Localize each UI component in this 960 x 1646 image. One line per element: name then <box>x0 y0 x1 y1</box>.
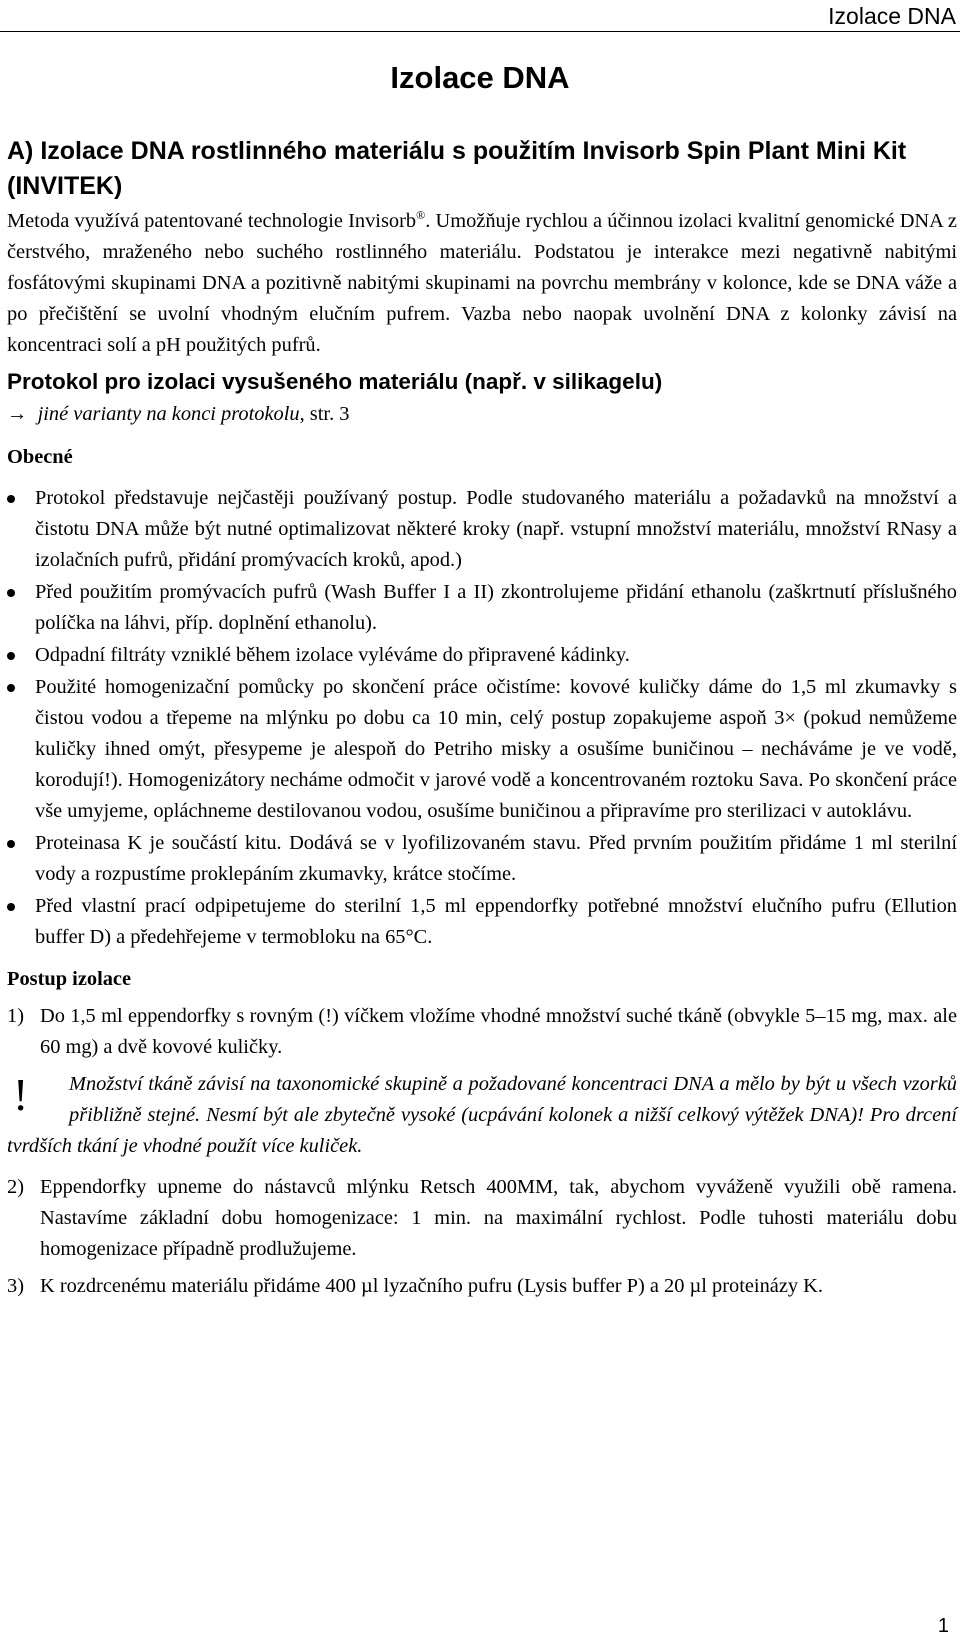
bullet-dot-icon <box>7 840 15 848</box>
procedure-step <box>7 1172 957 1265</box>
step-text: K rozdrcenému materiálu přidáme 400 µl lyzačního pufru (Lysis buffer P) a 20 µl proteinázy K. <box>40 1275 823 1297</box>
general-bullet-item <box>7 640 957 671</box>
intro-text-rest: . Umožňuje rychlou a účinnou izolaci kvalitní genomické DNA z čerstvého, mraženého nebo suchého rostlinného materiálu. Podstatou je interakce mezi negativně nabitými fosfátovými skupinami DNA a pozitivně nabitými skupinami na povrchu membrány v kolonce, kde se DNA váže a po přečištění se uvolní vhodným elučním pufrem. Vazba nebo naopak uvolnění DNA z kolonky závisí na koncentraci solí a pH použitých pufrů. <box>7 210 957 356</box>
bullet-text: Před vlastní prací odpipetujeme do sterilní 1,5 ml eppendorfky potřebné množství elučního pufru (Ellution buffer D) a předehřejeme v termobloku na 65°C. <box>35 895 957 948</box>
general-bullet-item <box>7 828 957 890</box>
intro-text-start: Metoda využívá patentované technologie Invisorb <box>7 210 417 232</box>
exclamation-icon: ! <box>13 1069 29 1120</box>
general-bullet-list <box>7 483 957 953</box>
general-bullet-item <box>7 672 957 827</box>
general-bullet-item <box>7 577 957 639</box>
bullet-text: Odpadní filtráty vzniklé během izolace vyléváme do připravené kádinky. <box>35 644 630 666</box>
procedure-step <box>7 1271 957 1302</box>
bullet-dot-icon <box>7 495 15 503</box>
procedure-heading: Postup izolace <box>7 968 132 990</box>
bullet-text: Použité homogenizační pomůcky po skončení práce očistíme: kovové kuličky dáme do 1,5 ml zkumavky s čistou vodou a třepeme na mlýnku po dobu ca 10 min, celý postup zopakujeme aspoň 3× (pokud nemůžeme kuličky ihned omýt, přesypeme je alespoň do Petriho misky a osušíme buničinou – necháváme je ve vodě, korodují!). Homogenizátory necháme odmočit v jarové vodě a koncentrovaném roztoku Sava. Po skončení práce vše umyjeme, opláchneme destilovanou vodou, osušíme buničinou a připravíme pro sterilizaci v autoklávu. <box>35 676 957 822</box>
page-number: 1 <box>937 1615 949 1637</box>
running-header: Izolace DNA <box>828 3 956 29</box>
intro-paragraph <box>7 206 957 361</box>
arrow-right-icon: → <box>7 403 28 425</box>
procedure-step-list-continued <box>7 1172 957 1302</box>
bullet-dot-icon <box>7 903 15 911</box>
step-text: Eppendorfky upneme do nástavců mlýnku Retsch 400MM, tak, abychom vyváženě využili obě ramena. Nastavíme základní dobu homogenizace: 1 min. na maximální rychlost. Podle tuhosti materiálu dobu homogenizace případně prodlužujeme. <box>40 1176 957 1260</box>
bullet-text: Proteinasa K je součástí kitu. Dodává se v lyofilizovaném stavu. Před prvním použitím přidáme 1 ml sterilní vody a rozpustíme proklepáním zkumavky, krátce stočíme. <box>35 832 957 885</box>
step-number: 2) <box>7 1176 24 1198</box>
general-heading: Obecné <box>7 446 73 468</box>
step-number: 3) <box>7 1275 24 1297</box>
general-bullet-item <box>7 891 957 953</box>
note-text: Množství tkáně závisí na taxonomické skupině a požadované koncentraci DNA a mělo by být u všech vzorků přibližně stejné. Nesmí být ale zbytečně vysoké (ucpávání kolonek a nižší celkový výtěžek DNA)! Pro drcení tvrdších tkání je vhodné použít více kuliček. <box>7 1073 957 1157</box>
registered-mark: ® <box>416 208 426 223</box>
bullet-dot-icon <box>7 589 15 597</box>
header-rule <box>0 31 960 32</box>
bullet-dot-icon <box>7 652 15 660</box>
document-title: Izolace DNA <box>390 60 570 95</box>
warning-note <box>7 1069 957 1162</box>
bullet-text: Protokol představuje nejčastěji používaný postup. Podle studovaného materiálu a požadavků na množství a čistotu DNA může být nutné optimalizovat některé kroky (např. vstupní množství materiálu, množství RNasy a izolačních pufrů, přidání promývacích kroků, apod.) <box>35 487 957 571</box>
step-number: 1) <box>7 1005 24 1027</box>
procedure-step-list <box>7 1001 957 1063</box>
section-a-heading: A) Izolace DNA rostlinného materiálu s použitím Invisorb Spin Plant Mini Kit (INVITEK) <box>7 137 907 200</box>
step-text: Do 1,5 ml eppendorfky s rovným (!) víčkem vložíme vhodné množství suché tkáně (obvykle 5–15 mg, max. ale 60 mg) a dvě kovové kuličky. <box>40 1005 957 1058</box>
procedure-step <box>7 1001 957 1063</box>
variants-page-ref: , str. 3 <box>299 403 350 425</box>
bullet-dot-icon <box>7 684 15 692</box>
variants-note <box>7 399 957 430</box>
protocol-heading: Protokol pro izolaci vysušeného materiálu (např. v silikagelu) <box>7 369 663 394</box>
document-body <box>7 134 957 1308</box>
variants-text: jiné varianty na konci protokolu <box>37 403 300 425</box>
bullet-text: Před použitím promývacích pufrů (Wash Buffer I a II) zkontrolujeme přidání ethanolu (zaškrtnutí příslušného políčka na láhvi, příp. doplnění ethanolu). <box>35 581 957 634</box>
general-bullet-item <box>7 483 957 576</box>
